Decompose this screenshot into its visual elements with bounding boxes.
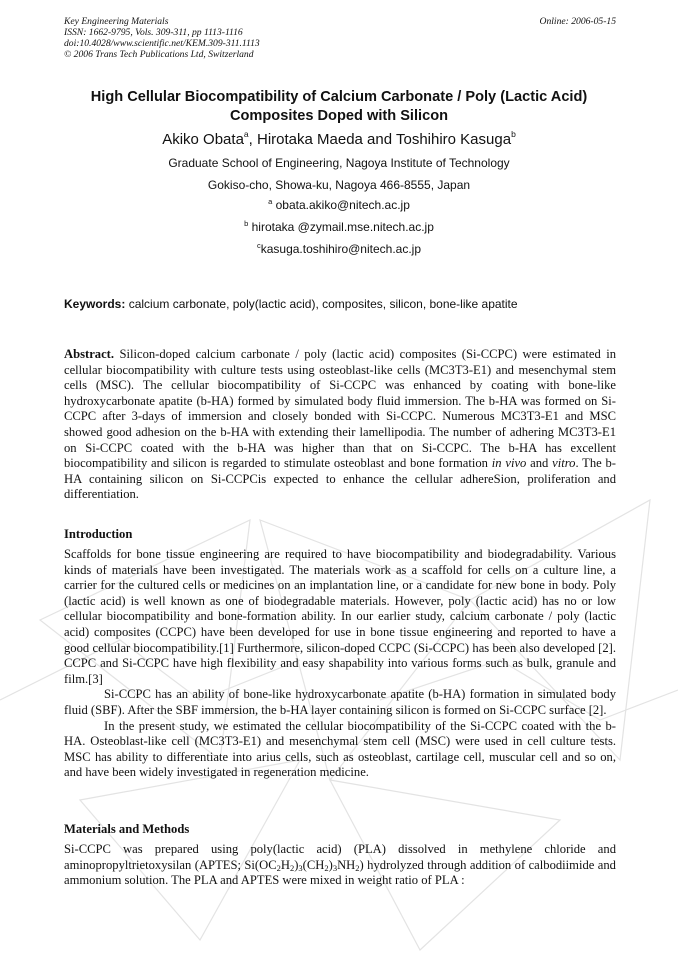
methods-heading: Materials and Methods: [64, 822, 190, 836]
methods-text-3: ): [294, 857, 299, 872]
abstract-text-2: . The b-HA containing silicon on Si-CCPCis expected to enhance the cellular adhereSion, proliferation and differentiation.: [64, 456, 617, 502]
methods-text-5: ): [328, 857, 333, 872]
intro-paragraph-2: Si-CCPC has an ability of bone-like hydroxycarbonate apatite (b-HA) formation in simulated body fluid (SBF). After the SBF immersion, the b-HA layer containing silicon is formed on Si-CCPC surface [2].: [64, 687, 616, 717]
email-b: [40, 220, 638, 235]
chem-sub-4: 2: [324, 862, 329, 873]
methods-text-7: ) hydrolyzed through addition of calbodiimide and ammonium solution. The PLA and APTES were mixed in weight ratio of PLA :: [64, 857, 616, 888]
methods-text-1: Si-CCPC was prepared using poly(lactic acid) (PLA) dissolved in methylene chloride and aminopropyltrietoxysilan (APTES; Si(OC: [64, 842, 616, 872]
author-list: [40, 130, 638, 149]
email-c-address: kasuga.toshihiro@nitech.ac.jp: [260, 242, 422, 256]
paper-title: [50, 88, 628, 126]
author-separator: ,: [248, 131, 257, 148]
methods-paragraph: [64, 842, 616, 889]
title-line-2: Composites Doped with Silicon: [229, 108, 449, 124]
abstract: [64, 347, 616, 503]
methods-text-2: H: [280, 857, 290, 872]
journal-name: Key Engineering Materials: [64, 16, 169, 27]
introduction-body: [64, 547, 616, 781]
methods-body: [64, 842, 616, 889]
journal-header: [64, 16, 616, 60]
intro-paragraph-1: Scaffolds for bone tissue engineering are required to have biocompatibility and biodegradability. Various kinds of materials have been investigated. The materials work as a scaffold for cells on a culture line, a carrier for the cultured cells or medicines on an implantation line, or a candidate for new bone in body. Poly (lactic acid) is well known as one of biodegradable materials. However, poly (lactic acid) has no or low cellular biocompatibility and bone-formation ability. In our earlier study, calcium carbonate / poly (lactic acid) composites (CCPC) have been developed for use in bone tissue engineering and reported to have a good cellular biocompatibility.[1] Furthermore, silicon-doped CCPC (Si-CCPC) has been also developed [2]. CCPC and Si-CCPC have high flexibility and easy shapability into various forms such as bulk, granule and film.[3]: [64, 547, 616, 686]
methods-text-6: NH: [337, 857, 356, 872]
copyright-line: © 2006 Trans Tech Publications Ltd, Switzerland: [64, 49, 254, 60]
intro-paragraph-3: In the present study, we estimated the cellular biocompatibility of the Si-CCPC coated with the b-HA. Osteoblast-like cell (MC3T3-E1) and mesenchymal stem cell (MSC) were used in cell culture tests. MSC has ability to differentiate into arius cells, such as osteoblast, cartilage cell, muscular cell and so on, and have been widely investigated in regeneration medicine.: [64, 718, 616, 780]
title-line-1: High Cellular Biocompatibility of Calcium Carbonate / Poly (Lactic Acid): [90, 89, 588, 105]
chem-sub-2: 2: [289, 862, 295, 873]
author-1-mark: a: [243, 129, 249, 139]
methods-text-4: (CH: [302, 857, 325, 872]
author-3-mark: b: [511, 129, 516, 139]
abstract-paragraph: [64, 347, 616, 503]
affiliation-address: Gokiso-cho, Showa-ku, Nagoya 466-8555, Japan: [207, 178, 471, 192]
online-date: Online: 2006-05-15: [539, 16, 616, 27]
email-a-mark: a: [268, 197, 273, 206]
keywords-label: Keywords:: [64, 297, 126, 311]
introduction-heading: Introduction: [64, 527, 133, 541]
abstract-label: Abstract.: [64, 347, 115, 361]
email-c: [40, 242, 638, 257]
email-a: [40, 198, 638, 213]
affiliation-institution: Graduate School of Engineering, Nagoya Institute of Technology: [168, 156, 510, 170]
email-c-mark: c: [256, 241, 261, 250]
email-b-address: hirotaka @zymail.mse.nitech.ac.jp: [251, 220, 434, 234]
author-2-3: Hirotaka Maeda and Toshihiro Kasuga: [257, 131, 512, 148]
abstract-text-1: Silicon-doped calcium carbonate / poly (lactic acid) composites (Si-CCPC) were estimated in cellular biocompatibility with culture tests using osteoblast-like cells (MC3T3-E1) and mesenchymal stem cells (MSC). The cellular biocompatibility of Si-CCPC was enhanced by coating with bone-like hydroxycarbonate apatite (b-HA) formed by simulated body fluid immersion. The b-HA was formed on Si-CCPC after 3-days of immersion and closely bonded with Si-CCPC. Numerous MC3T3-E1 and MSC showed good adhesion on the b-HA with extending their lamellipodia. The number of adhering MC3T3-E1 on Si-CCPC coated with the b-HA was higher than that on Si-CCPC. The b-HA has excellent biocompatibility and silicon is regarded to stimulate osteoblast and bone formation: [64, 347, 616, 471]
email-b-mark: b: [244, 219, 249, 228]
chem-sub-1: 2: [276, 862, 281, 873]
keywords: [64, 297, 616, 312]
chem-sub-3: 3: [298, 862, 303, 873]
email-a-address: obata.akiko@nitech.ac.jp: [275, 198, 410, 212]
issn-line: ISSN: 1662-9795, Vols. 309-311, pp 1113-1116: [64, 27, 243, 38]
chem-sub-6: 2: [355, 862, 360, 873]
doi-line: doi:10.4028/www.scientific.net/KEM.309-311.1113: [64, 38, 260, 49]
keywords-text: calcium carbonate, poly(lactic acid), composites, silicon, bone-like apatite: [128, 297, 518, 311]
abstract-vitro: vitro: [552, 456, 576, 471]
chem-sub-5: 3: [332, 862, 338, 873]
abstract-and: and: [526, 456, 553, 471]
abstract-in-vivo: in vivo: [491, 456, 527, 471]
author-1: Akiko Obata: [162, 131, 244, 148]
